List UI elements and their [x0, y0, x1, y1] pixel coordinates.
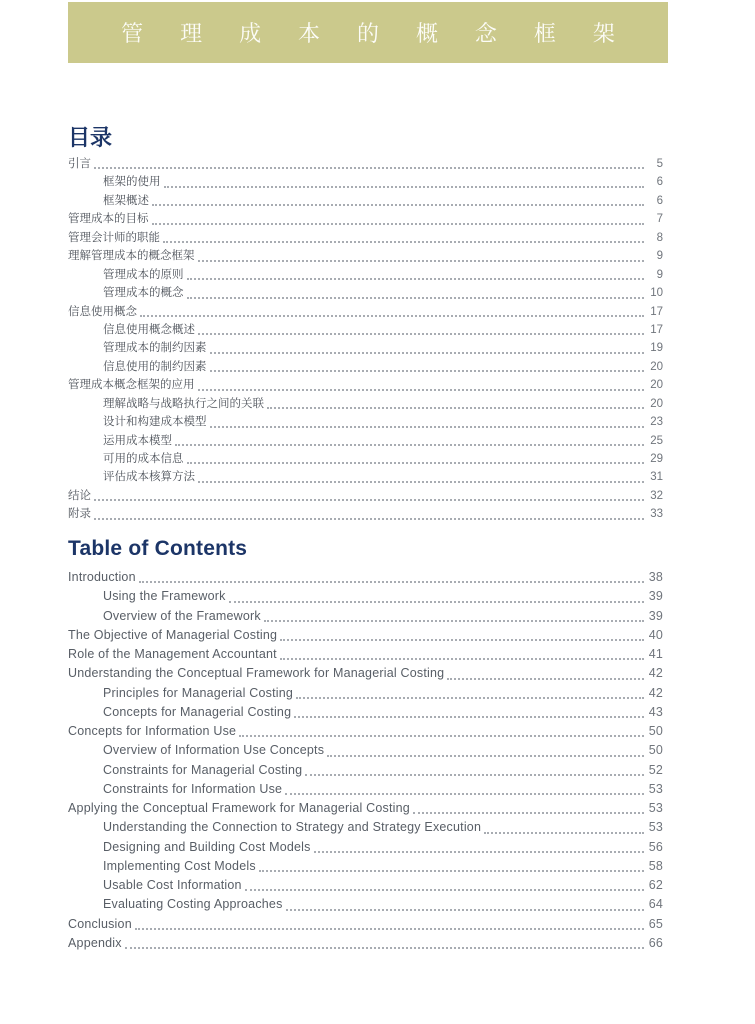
toc-leader-dots — [280, 626, 644, 641]
toc-entry-page-number: 42 — [648, 666, 663, 681]
toc-leader-dots — [94, 487, 644, 501]
toc-leader-dots — [286, 895, 644, 910]
toc-entry-page-number: 50 — [648, 724, 663, 738]
toc-entry[interactable] — [68, 895, 668, 914]
toc-leader-dots — [139, 568, 644, 583]
toc-entry[interactable] — [68, 505, 668, 523]
toc-entry-label: Overview of the Framework — [103, 608, 261, 623]
toc-leader-dots — [163, 229, 644, 243]
toc-entry-label: 评估成本核算方法 — [103, 471, 195, 484]
toc-english-section — [68, 536, 668, 953]
toc-entry[interactable] — [68, 799, 668, 818]
toc-entry-label: 信息使用概念 — [68, 305, 137, 318]
toc-entry[interactable] — [68, 395, 668, 413]
toc-leader-dots — [187, 266, 645, 280]
toc-entry-page-number: 62 — [648, 878, 663, 892]
toc-entry-page-number: 41 — [648, 647, 663, 661]
toc-leader-dots — [125, 934, 644, 949]
toc-entry[interactable] — [68, 934, 668, 953]
toc-leader-dots — [140, 303, 644, 317]
toc-entry-label: Principles for Managerial Costing — [103, 685, 294, 700]
toc-entry[interactable] — [68, 376, 668, 394]
toc-leader-dots — [264, 607, 644, 622]
toc-entry[interactable] — [68, 339, 668, 357]
toc-entry-label: 引言 — [68, 158, 91, 170]
toc-leader-dots — [198, 468, 644, 482]
toc-leader-dots — [94, 505, 644, 519]
toc-entry-page-number: 20 — [650, 379, 663, 392]
document-title: 管理成本的概念框架 — [121, 21, 652, 46]
toc-entry-page-number: 32 — [650, 489, 663, 502]
toc-entry[interactable] — [68, 432, 668, 450]
toc-entry[interactable] — [68, 413, 668, 431]
toc-entry[interactable] — [68, 857, 668, 876]
toc-entry-label: Using the Framework — [103, 589, 226, 604]
toc-entry[interactable] — [68, 155, 668, 173]
toc-entry-page-number: 10 — [650, 287, 663, 300]
toc-entry-page-number: 17 — [650, 305, 663, 318]
toc-entry-label: Understanding the Connection to Strategy and Strategy Execution — [103, 820, 482, 835]
toc-entry-page-number: 64 — [648, 897, 663, 912]
toc-entry-label: Usable Cost Information — [103, 878, 242, 892]
toc-entry-page-number: 50 — [648, 743, 663, 758]
toc-leader-dots — [239, 722, 644, 737]
toc-entry[interactable] — [68, 780, 668, 799]
toc-entry-page-number: 53 — [648, 820, 663, 835]
toc-entry-page-number: 20 — [650, 360, 663, 373]
toc-entry-page-number: 53 — [648, 801, 663, 815]
toc-entry-label: Introduction — [68, 570, 136, 584]
toc-entry-label: 框架的使用 — [103, 176, 161, 189]
toc-entry[interactable] — [68, 703, 668, 722]
toc-entry-page-number: 39 — [648, 589, 663, 604]
toc-entry-label: 框架概述 — [103, 194, 149, 207]
toc-entry[interactable] — [68, 303, 668, 321]
toc-leader-dots — [294, 703, 644, 718]
toc-leader-dots — [164, 173, 645, 187]
toc-entry-page-number: 58 — [648, 858, 663, 873]
toc-entry[interactable] — [68, 645, 668, 664]
toc-entry-label: Designing and Building Cost Models — [103, 839, 311, 854]
toc-entry-page-number: 42 — [648, 685, 663, 700]
toc-entry[interactable] — [68, 664, 668, 683]
toc-leader-dots — [413, 799, 644, 814]
toc-entry[interactable] — [68, 210, 668, 228]
toc-leader-dots — [198, 321, 644, 335]
toc-entry[interactable] — [68, 450, 668, 468]
toc-entry[interactable] — [68, 722, 668, 741]
toc-entry-page-number: 40 — [648, 627, 663, 642]
toc-entry-label: 理解管理成本的概念框架 — [68, 250, 195, 263]
toc-entry-page-number: 38 — [648, 570, 663, 584]
toc-leader-dots — [152, 192, 644, 206]
toc-leader-dots — [267, 395, 644, 409]
toc-entry-page-number: 66 — [648, 935, 663, 950]
toc-entry[interactable] — [68, 266, 668, 284]
toc-entry-page-number: 33 — [650, 508, 663, 521]
toc-entry-page-number: 17 — [650, 323, 663, 336]
toc-entry-label: 管理成本概念框架的应用 — [68, 379, 195, 392]
toc-leader-dots — [210, 413, 645, 427]
toc-leader-dots — [259, 857, 644, 872]
toc-entry-label: 管理成本的制约因素 — [103, 342, 207, 355]
toc-entry-page-number: 8 — [656, 231, 663, 244]
toc-leader-dots — [152, 210, 645, 224]
toc-entry-page-number: 23 — [650, 416, 663, 429]
toc-entry[interactable] — [68, 358, 668, 376]
toc-entry-label: Constraints for Information Use — [103, 781, 283, 796]
toc-entry-label: 理解战略与战略执行之间的关联 — [103, 397, 264, 410]
toc-leader-dots — [245, 876, 644, 891]
toc-entry-page-number: 56 — [648, 839, 663, 854]
toc-leader-dots — [280, 645, 644, 660]
toc-entry-label: Concepts for Information Use — [68, 724, 237, 738]
toc-entry-page-number: 53 — [648, 781, 663, 796]
toc-entry[interactable] — [68, 626, 668, 645]
toc-english-heading: Table of Contents — [68, 537, 248, 560]
toc-entry-page-number: 6 — [656, 194, 663, 207]
toc-entry-page-number: 7 — [656, 213, 663, 226]
toc-entry[interactable] — [68, 587, 668, 606]
toc-entry-label: 管理成本的概念 — [103, 287, 184, 300]
toc-entry[interactable] — [68, 247, 668, 265]
toc-chinese-section — [68, 126, 668, 524]
toc-entry-page-number: 52 — [648, 762, 663, 777]
toc-leader-dots — [94, 155, 644, 169]
toc-entry-label: 设计和构建成本模型 — [103, 416, 207, 429]
toc-leader-dots — [447, 664, 644, 679]
toc-entry-label: 运用成本模型 — [103, 434, 172, 447]
toc-entry-page-number: 9 — [656, 250, 663, 263]
toc-entry-page-number: 29 — [650, 453, 663, 465]
toc-leader-dots — [305, 761, 644, 776]
toc-entry-label: Constraints for Managerial Costing — [103, 762, 303, 777]
toc-leader-dots — [135, 915, 644, 930]
toc-entry-page-number: 43 — [648, 704, 663, 719]
toc-entry-label: Applying the Conceptual Framework for Managerial Costing — [68, 801, 410, 815]
toc-entry-label: 信息使用概念概述 — [103, 323, 195, 336]
toc-entry-page-number: 39 — [648, 608, 663, 623]
toc-english-list — [68, 568, 668, 953]
toc-entry[interactable] — [68, 684, 668, 703]
toc-entry[interactable] — [68, 876, 668, 895]
toc-entry[interactable] — [68, 229, 668, 247]
toc-entry[interactable] — [68, 284, 668, 302]
toc-entry-label: 附录 — [68, 508, 91, 521]
toc-chinese-heading: 目录 — [68, 125, 113, 150]
toc-leader-dots — [296, 684, 644, 699]
toc-leader-dots — [198, 376, 645, 390]
document-header-banner — [68, 2, 668, 63]
toc-leader-dots — [285, 780, 644, 795]
toc-entry-page-number: 6 — [656, 176, 663, 189]
toc-entry-label: Evaluating Costing Approaches — [103, 897, 283, 912]
toc-entry-label: Implementing Cost Models — [103, 858, 256, 873]
toc-entry[interactable] — [68, 818, 668, 837]
toc-entry[interactable] — [68, 173, 668, 191]
toc-entry[interactable] — [68, 741, 668, 760]
toc-entry-page-number: 5 — [656, 158, 663, 170]
toc-leader-dots — [484, 818, 644, 833]
toc-entry-label: Appendix — [68, 935, 122, 950]
toc-leader-dots — [187, 450, 645, 464]
toc-leader-dots — [327, 741, 644, 756]
toc-leader-dots — [229, 587, 644, 602]
toc-entry-page-number: 20 — [650, 397, 663, 410]
toc-entry-page-number: 19 — [650, 342, 663, 355]
toc-entry-label: The Objective of Managerial Costing — [68, 627, 278, 642]
toc-entry[interactable] — [68, 192, 668, 210]
toc-entry-page-number: 31 — [650, 471, 663, 484]
toc-entry[interactable] — [68, 838, 668, 857]
toc-leader-dots — [198, 247, 645, 261]
toc-leader-dots — [210, 358, 645, 372]
toc-entry-label: 管理成本的原则 — [103, 268, 184, 281]
toc-leader-dots — [175, 432, 644, 446]
toc-entry-page-number: 9 — [656, 268, 663, 281]
toc-entry[interactable] — [68, 487, 668, 505]
toc-entry[interactable] — [68, 568, 668, 587]
toc-leader-dots — [314, 838, 644, 853]
toc-leader-dots — [210, 339, 645, 353]
toc-entry[interactable] — [68, 761, 668, 780]
toc-leader-dots — [187, 284, 645, 298]
toc-entry[interactable] — [68, 321, 668, 339]
toc-entry[interactable] — [68, 468, 668, 486]
toc-entry-label: Role of the Management Accountant — [68, 647, 277, 661]
toc-entry-label: Overview of Information Use Concepts — [103, 743, 325, 758]
toc-entry-label: Understanding the Conceptual Framework for Managerial Costing — [68, 666, 445, 681]
toc-entry-label: Concepts for Managerial Costing — [103, 704, 292, 719]
toc-chinese-list — [68, 155, 668, 524]
toc-entry[interactable] — [68, 915, 668, 934]
toc-entry-label: Conclusion — [68, 916, 132, 931]
toc-entry-page-number: 25 — [650, 434, 663, 447]
toc-entry-page-number: 65 — [648, 916, 663, 931]
toc-entry[interactable] — [68, 607, 668, 626]
toc-entry-label: 结论 — [68, 489, 91, 502]
toc-entry-label: 信息使用的制约因素 — [103, 360, 207, 373]
toc-entry-label: 管理会计师的职能 — [68, 231, 160, 244]
toc-entry-label: 可用的成本信息 — [103, 453, 184, 465]
toc-entry-label: 管理成本的目标 — [68, 213, 149, 226]
